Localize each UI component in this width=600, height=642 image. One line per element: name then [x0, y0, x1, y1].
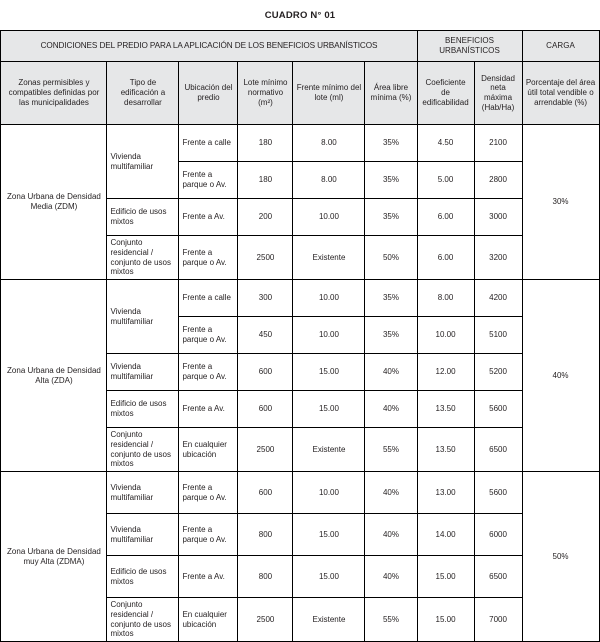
cell-ubicacion: Frente a parque o Av.: [179, 236, 238, 280]
column-header-zonas: Zonas permisibles y compatibles definidas por las municipalidades: [1, 62, 107, 125]
cell-frente-minimo: 10.00: [293, 199, 365, 236]
cell-coeficiente: 15.00: [417, 598, 474, 642]
cell-densidad-neta: 3200: [474, 236, 522, 280]
cell-lote-minimo: 300: [238, 280, 293, 317]
cell-ubicacion: Frente a parque o Av.: [179, 472, 238, 514]
cell-area-libre: 50%: [365, 236, 417, 280]
cell-area-libre: 35%: [365, 125, 417, 162]
cell-area-libre: 35%: [365, 317, 417, 354]
cell-coeficiente: 6.00: [417, 199, 474, 236]
cell-coeficiente: 6.00: [417, 236, 474, 280]
table-row: [1, 280, 599, 317]
cell-ubicacion: Frente a Av.: [179, 199, 238, 236]
column-header-lote-minimo: Lote mínimo normativo (m²): [238, 62, 293, 125]
cell-frente-minimo: 8.00: [293, 162, 365, 199]
cell-area-libre: 40%: [365, 391, 417, 428]
cell-densidad-neta: 6500: [474, 556, 522, 598]
cell-lote-minimo: 600: [238, 391, 293, 428]
cell-densidad-neta: 6500: [474, 428, 522, 472]
cell-area-libre: 40%: [365, 354, 417, 391]
cell-coeficiente: 13.00: [417, 472, 474, 514]
cell-lote-minimo: 600: [238, 472, 293, 514]
cell-lote-minimo: 2500: [238, 236, 293, 280]
cell-frente-minimo: 15.00: [293, 556, 365, 598]
cell-coeficiente: 13.50: [417, 391, 474, 428]
cell-tipo-edificacion: Vivienda multifamiliar: [107, 280, 179, 354]
band-charge: CARGA: [522, 31, 599, 62]
cell-area-libre: 35%: [365, 199, 417, 236]
cell-frente-minimo: 10.00: [293, 280, 365, 317]
cell-densidad-neta: 3000: [474, 199, 522, 236]
page-title: CUADRO N° 01: [264, 10, 336, 21]
table-row: [1, 472, 599, 514]
cell-lote-minimo: 600: [238, 354, 293, 391]
cell-densidad-neta: 4200: [474, 280, 522, 317]
column-header-ubicacion: Ubicación del predio: [179, 62, 238, 125]
cell-area-libre: 55%: [365, 428, 417, 472]
cell-frente-minimo: 8.00: [293, 125, 365, 162]
band-conditions: CONDICIONES DEL PREDIO PARA LA APLICACIÓN DE LOS BENEFICIOS URBANÍSTICOS: [1, 31, 417, 62]
cell-tipo-edificacion: Conjunto residencial / conjunto de usos mixtos: [107, 428, 179, 472]
cell-tipo-edificacion: Vivienda multifamiliar: [107, 514, 179, 556]
cell-frente-minimo: 10.00: [293, 472, 365, 514]
column-header-row: [1, 62, 599, 125]
cell-tipo-edificacion: Edificio de usos mixtos: [107, 391, 179, 428]
cell-coeficiente: 13.50: [417, 428, 474, 472]
cell-ubicacion: Frente a parque o Av.: [179, 317, 238, 354]
cell-frente-minimo: 15.00: [293, 514, 365, 556]
column-header-densidad: Densidad neta máxima (Hab/Ha): [474, 62, 522, 125]
cell-frente-minimo: 15.00: [293, 354, 365, 391]
cell-coeficiente: 15.00: [417, 556, 474, 598]
column-header-porcentaje-carga: Porcentaje del área útil total vendible o arrendable (%): [522, 62, 599, 125]
cell-lote-minimo: 800: [238, 556, 293, 598]
zone-label-1: Zona Urbana de Densidad Alta (ZDA): [1, 280, 107, 472]
cell-lote-minimo: 200: [238, 199, 293, 236]
cell-coeficiente: 12.00: [417, 354, 474, 391]
cell-area-libre: 55%: [365, 598, 417, 642]
cell-lote-minimo: 450: [238, 317, 293, 354]
table-body: [1, 125, 599, 642]
cell-area-libre: 35%: [365, 280, 417, 317]
column-header-tipo-edificacion: Tipo de edificación a desarrollar: [107, 62, 179, 125]
cell-lote-minimo: 180: [238, 162, 293, 199]
cell-ubicacion: Frente a Av.: [179, 556, 238, 598]
cell-densidad-neta: 6000: [474, 514, 522, 556]
cell-densidad-neta: 7000: [474, 598, 522, 642]
band-row: [1, 31, 599, 62]
cell-tipo-edificacion: Edificio de usos mixtos: [107, 556, 179, 598]
cell-tipo-edificacion: Edificio de usos mixtos: [107, 199, 179, 236]
cell-area-libre: 40%: [365, 472, 417, 514]
band-benefits: BENEFICIOS URBANÍSTICOS: [417, 31, 522, 62]
cell-frente-minimo: 15.00: [293, 391, 365, 428]
cell-carga-2: 50%: [522, 472, 599, 642]
cell-frente-minimo: Existente: [293, 598, 365, 642]
column-header-frente-minimo: Frente mínimo del lote (ml): [293, 62, 365, 125]
urban-benefits-table: [0, 30, 599, 642]
cell-ubicacion: Frente a parque o Av.: [179, 162, 238, 199]
cell-densidad-neta: 5600: [474, 472, 522, 514]
cell-tipo-edificacion: Conjunto residencial / conjunto de usos mixtos: [107, 236, 179, 280]
cell-ubicacion: Frente a calle: [179, 125, 238, 162]
cell-densidad-neta: 2800: [474, 162, 522, 199]
cell-coeficiente: 14.00: [417, 514, 474, 556]
zone-label-2: Zona Urbana de Densidad muy Alta (ZDMA): [1, 472, 107, 642]
cell-ubicacion: Frente a parque o Av.: [179, 354, 238, 391]
cell-lote-minimo: 180: [238, 125, 293, 162]
cell-tipo-edificacion: Vivienda multifamiliar: [107, 354, 179, 391]
cell-densidad-neta: 2100: [474, 125, 522, 162]
cell-tipo-edificacion: Conjunto residencial / conjunto de usos mixtos: [107, 598, 179, 642]
cell-frente-minimo: Existente: [293, 236, 365, 280]
cell-ubicacion: Frente a Av.: [179, 391, 238, 428]
cell-area-libre: 40%: [365, 514, 417, 556]
column-header-coeficiente: Coeficiente de edificabilidad: [417, 62, 474, 125]
cell-densidad-neta: 5100: [474, 317, 522, 354]
cell-ubicacion: Frente a calle: [179, 280, 238, 317]
cell-ubicacion: Frente a parque o Av.: [179, 514, 238, 556]
cell-coeficiente: 4.50: [417, 125, 474, 162]
cell-carga-1: 40%: [522, 280, 599, 472]
cell-lote-minimo: 2500: [238, 598, 293, 642]
cell-lote-minimo: 2500: [238, 428, 293, 472]
table-head: [1, 31, 599, 125]
cell-frente-minimo: Existente: [293, 428, 365, 472]
cell-coeficiente: 5.00: [417, 162, 474, 199]
cell-ubicacion: En cualquier ubicación: [179, 428, 238, 472]
cell-densidad-neta: 5600: [474, 391, 522, 428]
cell-tipo-edificacion: Vivienda multifamiliar: [107, 472, 179, 514]
cell-area-libre: 40%: [365, 556, 417, 598]
cell-densidad-neta: 5200: [474, 354, 522, 391]
cell-tipo-edificacion: Vivienda multifamiliar: [107, 125, 179, 199]
cell-lote-minimo: 800: [238, 514, 293, 556]
cell-area-libre: 35%: [365, 162, 417, 199]
table-row: [1, 125, 599, 162]
column-header-area-libre: Área libre mínima (%): [365, 62, 417, 125]
cell-coeficiente: 10.00: [417, 317, 474, 354]
cell-coeficiente: 8.00: [417, 280, 474, 317]
cell-frente-minimo: 10.00: [293, 317, 365, 354]
cell-ubicacion: En cualquier ubicación: [179, 598, 238, 642]
cell-carga-0: 30%: [522, 125, 599, 280]
zone-label-0: Zona Urbana de Densidad Media (ZDM): [1, 125, 107, 280]
